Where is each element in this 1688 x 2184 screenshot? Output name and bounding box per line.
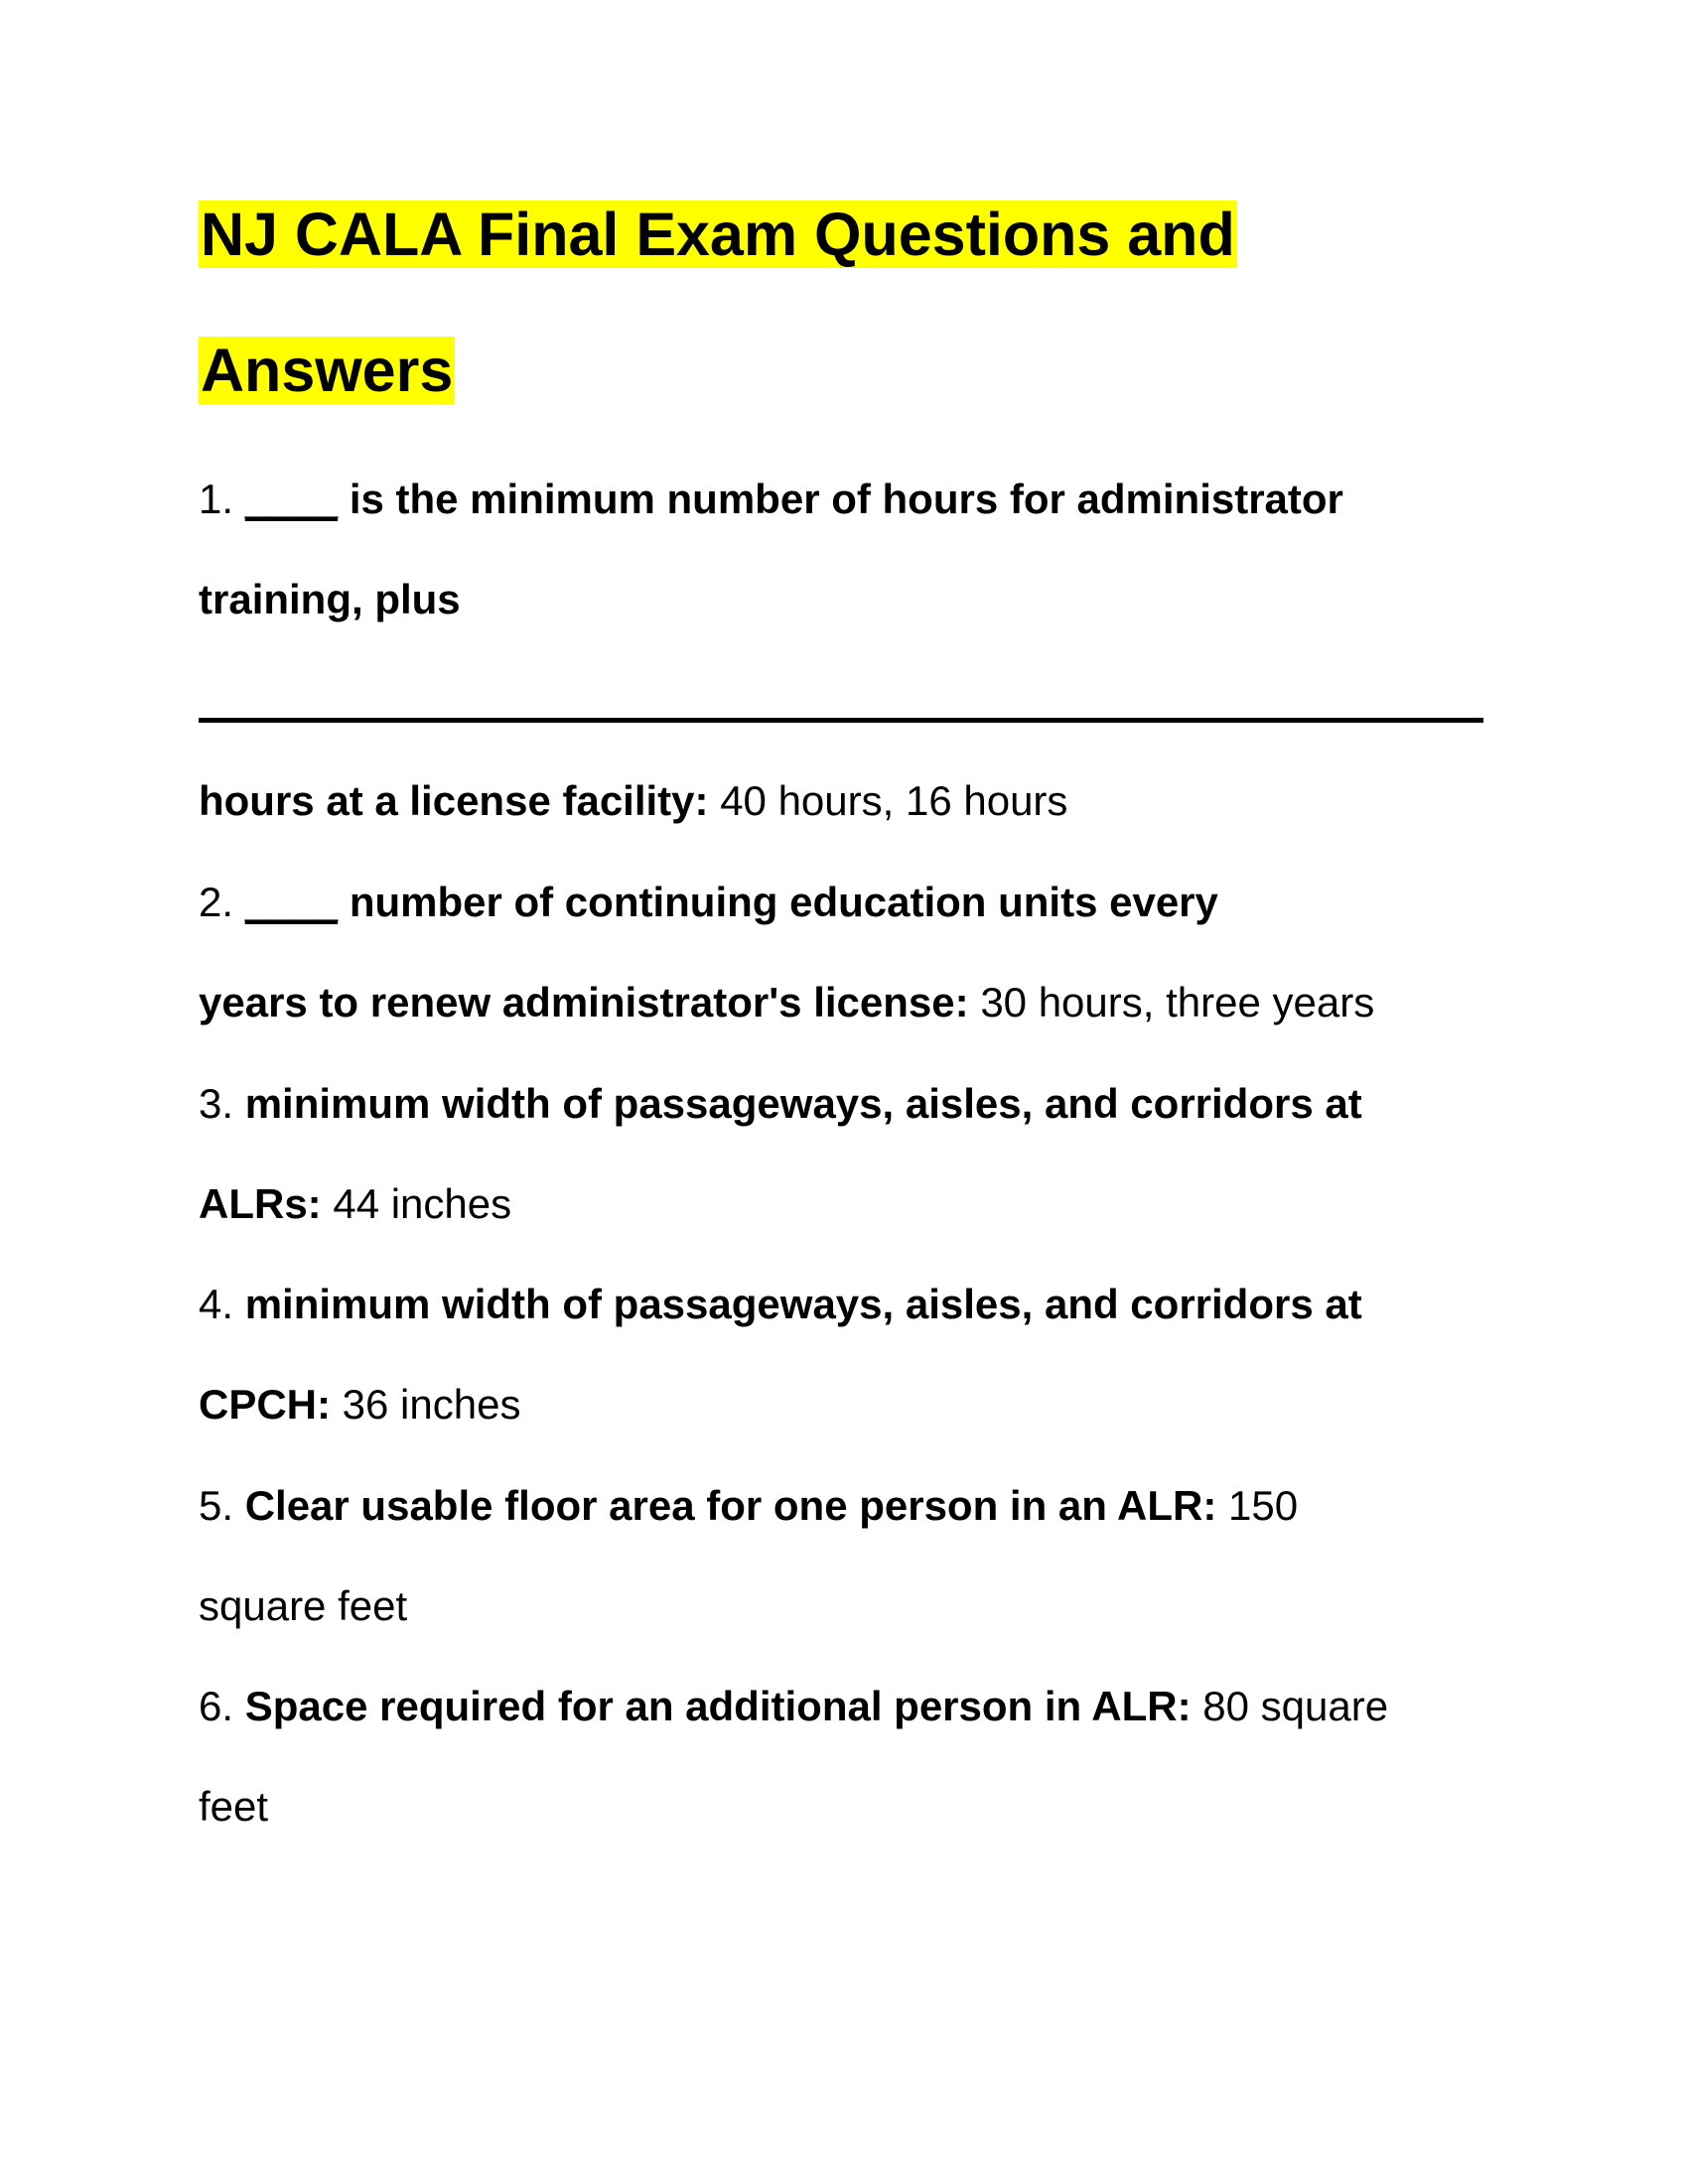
q1-line-1 [199, 474, 1343, 525]
q2-line-1 [199, 877, 1218, 928]
q1-text-2: training, plus [199, 576, 461, 622]
q3-text-2: ALRs: [199, 1180, 322, 1227]
q6-text-1: Space required for an additional person in ALR: [244, 1683, 1192, 1729]
title-line-1 [199, 197, 1237, 272]
q6-answer-1: 80 square [1202, 1683, 1389, 1729]
q4-number: 4. [199, 1281, 234, 1327]
q2-line-2 [199, 977, 1374, 1028]
q4-line-1 [199, 1279, 1362, 1330]
q5-number: 5. [199, 1482, 234, 1529]
q5-line-2 [199, 1580, 407, 1632]
q4-line-2 [199, 1379, 520, 1431]
q6-line-1 [199, 1681, 1388, 1732]
q1-text-3: hours at a license facility: [199, 777, 709, 824]
title-highlight-1: NJ CALA Final Exam Questions and [201, 201, 1235, 268]
q6-line-2 [199, 1781, 268, 1833]
q2-number: 2. [199, 879, 234, 925]
q5-answer-2: square feet [199, 1582, 408, 1629]
q1-number: 1. [199, 476, 234, 522]
q3-line-1 [199, 1078, 1362, 1130]
q5-answer-1: 150 [1228, 1482, 1299, 1529]
q1-line-2 [199, 574, 461, 625]
q4-text-2: CPCH: [199, 1381, 331, 1428]
q6-answer-2: feet [199, 1783, 269, 1830]
q3-line-2 [199, 1178, 511, 1230]
q4-answer: 36 inches [342, 1381, 521, 1428]
answer-blank-rule [199, 718, 1483, 723]
q5-line-1 [199, 1480, 1298, 1532]
q3-answer: 44 inches [333, 1180, 512, 1227]
q2-blank: ____ [244, 879, 339, 925]
q1-blank: ____ [244, 476, 339, 522]
q2-text-1: number of continuing education units every [349, 879, 1218, 925]
q6-number: 6. [199, 1683, 234, 1729]
q1-line-3 [199, 775, 1067, 827]
title-line-2 [199, 333, 455, 408]
q3-number: 3. [199, 1080, 234, 1127]
title-highlight-2: Answers [201, 337, 454, 404]
q1-answer: 40 hours, 16 hours [720, 777, 1068, 824]
q1-text-1: is the minimum number of hours for administrator [349, 476, 1343, 522]
q2-text-2: years to renew administrator's license: [199, 979, 969, 1025]
q3-text-1: minimum width of passageways, aisles, and corridors at [244, 1080, 1362, 1127]
q4-text-1: minimum width of passageways, aisles, and corridors at [244, 1281, 1362, 1327]
q5-text-1: Clear usable floor area for one person in an ALR: [244, 1482, 1217, 1529]
q2-answer: 30 hours, three years [980, 979, 1375, 1025]
